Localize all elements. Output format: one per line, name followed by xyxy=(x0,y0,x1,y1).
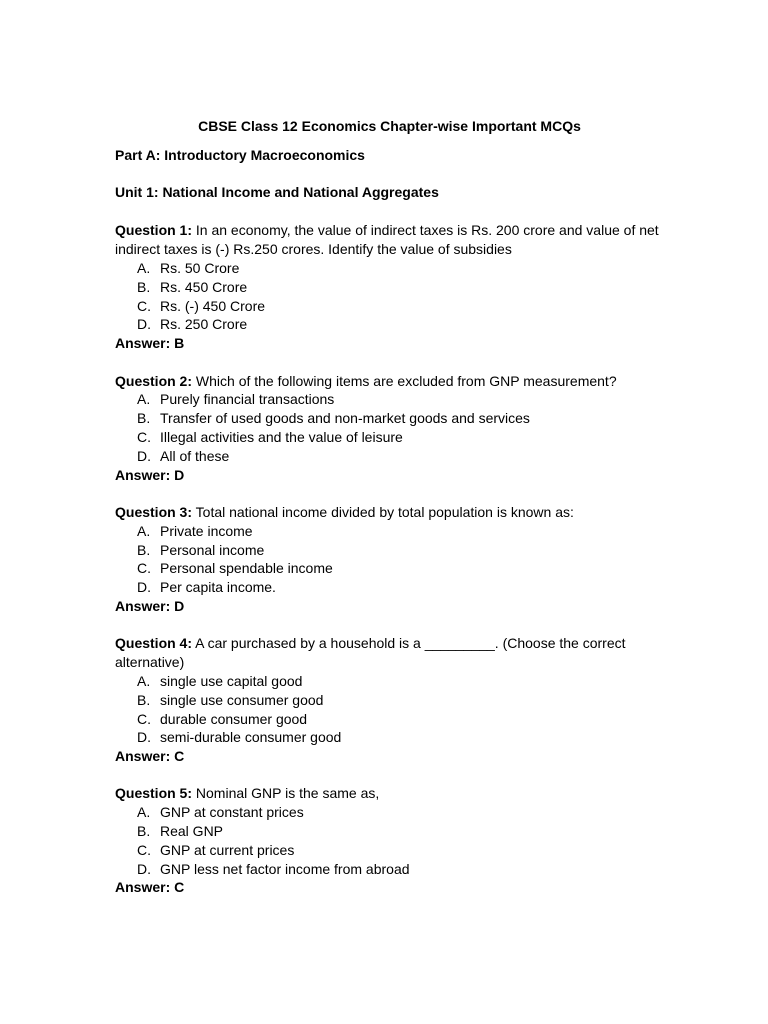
option-a xyxy=(115,672,660,691)
option-text: Per capita income. xyxy=(160,579,276,596)
question-text xyxy=(115,372,660,391)
option-text: semi-durable consumer good xyxy=(160,729,342,746)
option-text: Illegal activities and the value of leisure xyxy=(160,428,403,445)
option-text: Personal income xyxy=(160,541,265,558)
option-text: single use capital good xyxy=(160,672,303,689)
option-c xyxy=(115,710,660,729)
question-text xyxy=(115,784,660,803)
question-5 xyxy=(115,784,660,897)
option-text: Rs. 450 Crore xyxy=(160,278,248,295)
option-list xyxy=(115,803,660,878)
option-letter: D. xyxy=(137,316,151,333)
option-letter: D. xyxy=(137,447,151,464)
option-letter: D. xyxy=(137,860,151,877)
option-letter: B. xyxy=(137,410,151,427)
option-letter: A. xyxy=(137,672,151,689)
option-text: Rs. 50 Crore xyxy=(160,259,240,276)
option-text: Rs. 250 Crore xyxy=(160,316,248,333)
option-a xyxy=(115,803,660,822)
option-text: Real GNP xyxy=(160,823,224,840)
option-letter: B. xyxy=(137,278,151,295)
question-label: Question 4: xyxy=(115,635,193,652)
option-list xyxy=(115,522,660,597)
question-text xyxy=(115,503,660,522)
question-label: Question 1: xyxy=(115,222,193,239)
option-b xyxy=(115,409,660,428)
option-list xyxy=(115,672,660,747)
option-c xyxy=(115,297,660,316)
option-list xyxy=(115,259,660,334)
question-body: Which of the following items are excluded from GNP measurement? xyxy=(192,372,617,389)
document-title: CBSE Class 12 Economics Chapter-wise Important MCQs xyxy=(198,118,581,134)
option-letter: C. xyxy=(137,710,151,727)
option-letter: A. xyxy=(137,259,151,276)
part-heading: Part A: Introductory Macroeconomics xyxy=(115,146,365,163)
option-text: Personal spendable income xyxy=(160,560,333,577)
option-c xyxy=(115,841,660,860)
option-text: Private income xyxy=(160,522,253,539)
question-4 xyxy=(115,634,660,766)
option-letter: D. xyxy=(137,579,151,596)
answer-line: Answer: D xyxy=(115,597,185,614)
option-d xyxy=(115,860,660,879)
option-b xyxy=(115,691,660,710)
question-3 xyxy=(115,503,660,616)
option-text: Rs. (-) 450 Crore xyxy=(160,297,266,314)
option-letter: B. xyxy=(137,691,151,708)
question-body: In an economy, the value of indirect taxes is Rs. 200 crore and value of net indirect taxes is (-) Rs.250 crores. Identify the value of subsidies xyxy=(115,222,659,258)
question-1 xyxy=(115,221,660,353)
option-letter: C. xyxy=(137,841,151,858)
question-text xyxy=(115,634,660,672)
option-d xyxy=(115,728,660,747)
option-text: GNP at constant prices xyxy=(160,804,304,821)
question-body: Total national income divided by total population is known as: xyxy=(192,503,574,520)
answer-line: Answer: B xyxy=(115,335,185,352)
option-letter: C. xyxy=(137,428,151,445)
question-body: Nominal GNP is the same as, xyxy=(192,785,380,802)
option-letter: A. xyxy=(137,804,151,821)
unit-heading: Unit 1: National Income and National Aggregates xyxy=(115,183,439,200)
option-letter: D. xyxy=(137,729,151,746)
option-letter: C. xyxy=(137,297,151,314)
option-b xyxy=(115,541,660,560)
option-b xyxy=(115,278,660,297)
option-text: durable consumer good xyxy=(160,710,308,727)
answer-line: Answer: C xyxy=(115,879,185,896)
option-a xyxy=(115,522,660,541)
question-2 xyxy=(115,372,660,485)
answer-line: Answer: D xyxy=(115,466,185,483)
document-page xyxy=(115,117,660,916)
question-label: Question 3: xyxy=(115,503,193,520)
option-text: Purely financial transactions xyxy=(160,391,335,408)
option-text: GNP less net factor income from abroad xyxy=(160,860,410,877)
option-d xyxy=(115,447,660,466)
option-d xyxy=(115,315,660,334)
option-list xyxy=(115,390,660,465)
option-c xyxy=(115,559,660,578)
option-a xyxy=(115,390,660,409)
answer-line: Answer: C xyxy=(115,748,185,765)
question-text xyxy=(115,221,660,259)
option-letter: C. xyxy=(137,560,151,577)
question-body: A car purchased by a household is a _________. (Choose the correct alternative) xyxy=(115,635,626,671)
option-b xyxy=(115,822,660,841)
option-letter: B. xyxy=(137,541,151,558)
option-text: Transfer of used goods and non-market goods and services xyxy=(160,410,530,427)
option-a xyxy=(115,259,660,278)
option-text: single use consumer good xyxy=(160,691,324,708)
option-letter: A. xyxy=(137,522,151,539)
option-c xyxy=(115,428,660,447)
option-text: All of these xyxy=(160,447,230,464)
question-label: Question 2: xyxy=(115,372,193,389)
option-letter: A. xyxy=(137,391,151,408)
question-label: Question 5: xyxy=(115,785,193,802)
option-text: GNP at current prices xyxy=(160,841,295,858)
option-d xyxy=(115,578,660,597)
option-letter: B. xyxy=(137,823,151,840)
